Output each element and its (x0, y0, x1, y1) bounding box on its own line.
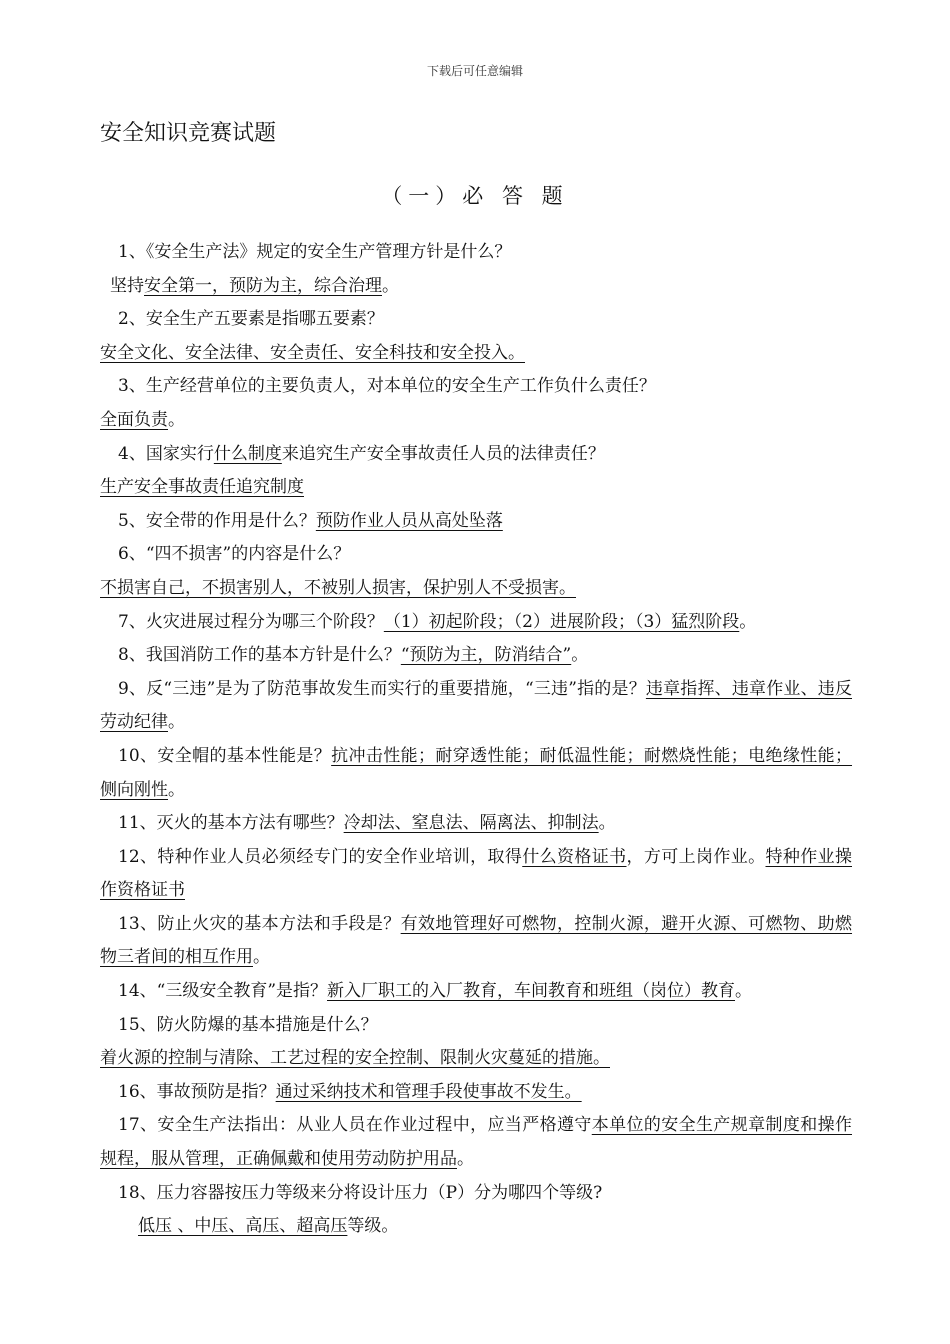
section-title: （一）必 答 题 (381, 184, 569, 208)
question-8: 8、我国消防工作的基本方针是什么？“预防为主，防消结合”。 (118, 645, 589, 666)
answer-18: 低压 、中压、高压、超高压等级。 (138, 1216, 399, 1237)
answer-2: 安全文化、安全法律、安全责任、安全科技和安全投入。 (100, 342, 525, 363)
answer-1: 坚持安全第一，预防为主，综合治理。 (110, 275, 399, 296)
page-header: 下载后可任意编辑 (426, 64, 523, 78)
question-16: 16、事故预防是指？通过采纳技术和管理手段使事故不发生。 (118, 1081, 582, 1102)
question-14: 14、“三级安全教育”是指？新入厂职工的入厂教育，车间教育和班组（岗位）教育。 (118, 981, 753, 1002)
question-18: 18、压力容器按压力等级来分将设计压力（P）分为哪四个等级? (118, 1182, 603, 1203)
answer-6: 不损害自己，不损害别人，不被别人损害，保护别人不受损害。 (100, 577, 576, 598)
question-4: 4、国家实行什么制度来追究生产安全事故责任人员的法律责任？ (118, 443, 605, 464)
question-3: 3、生产经营单位的主要负责人，对本单位的安全生产工作负什么责任？ (118, 376, 656, 397)
question-6: 6、“四不损害”的内容是什么？ (118, 544, 351, 565)
question-7: 7、火灾进展过程分为哪三个阶段？（1）初起阶段；（2）进展阶段；（3）猛烈阶段。 (118, 611, 757, 632)
question-12: 12、特种作业人员必须经专门的安全作业培训，取得什么资格证书，方可上岗作业。特种作业操作资格证书 (100, 846, 852, 901)
question-1: 1、《安全生产法》规定的安全生产管理方针是什么？ (118, 242, 512, 262)
answer-4: 生产安全事故责任追究制度 (100, 477, 304, 498)
question-15: 15、防火防爆的基本措施是什么？ (118, 1014, 378, 1035)
question-17: 17、安全生产法指出：从业人员在作业过程中，应当严格遵守本单位的安全生产规章制度和操作规程，服从管理，正确佩戴和使用劳动防护用品。 (100, 1115, 852, 1170)
answer-3: 全面负责。 (100, 409, 185, 430)
question-list (100, 236, 852, 1244)
question-9: 9、反“三违”是为了防范事故发生而实行的重要措施，“三违”指的是？违章指挥、违章作业、违反劳动纪律。 (100, 678, 852, 733)
question-5: 5、安全带的作用是什么？预防作业人员从高处坠落 (118, 510, 503, 531)
question-13: 13、防止火灾的基本方法和手段是？有效地管理好可燃物，控制火源，避开火源、可燃物、助燃物三者间的相互作用。 (100, 913, 853, 968)
question-2: 2、安全生产五要素是指哪五要素？ (118, 309, 384, 330)
question-11: 11、灭火的基本方法有哪些？冷却法、窒息法、隔离法、抑制法。 (118, 813, 616, 834)
question-10: 10、安全帽的基本性能是？抗冲击性能；耐穿透性能；耐低温性能；耐燃烧性能；电绝缘性能；侧向刚性。 (100, 745, 853, 800)
document-title: 安全知识竞赛试题 (100, 121, 277, 146)
answer-15: 着火源的控制与清除、工艺过程的安全控制、限制火灾蔓延的措施。 (100, 1048, 610, 1069)
